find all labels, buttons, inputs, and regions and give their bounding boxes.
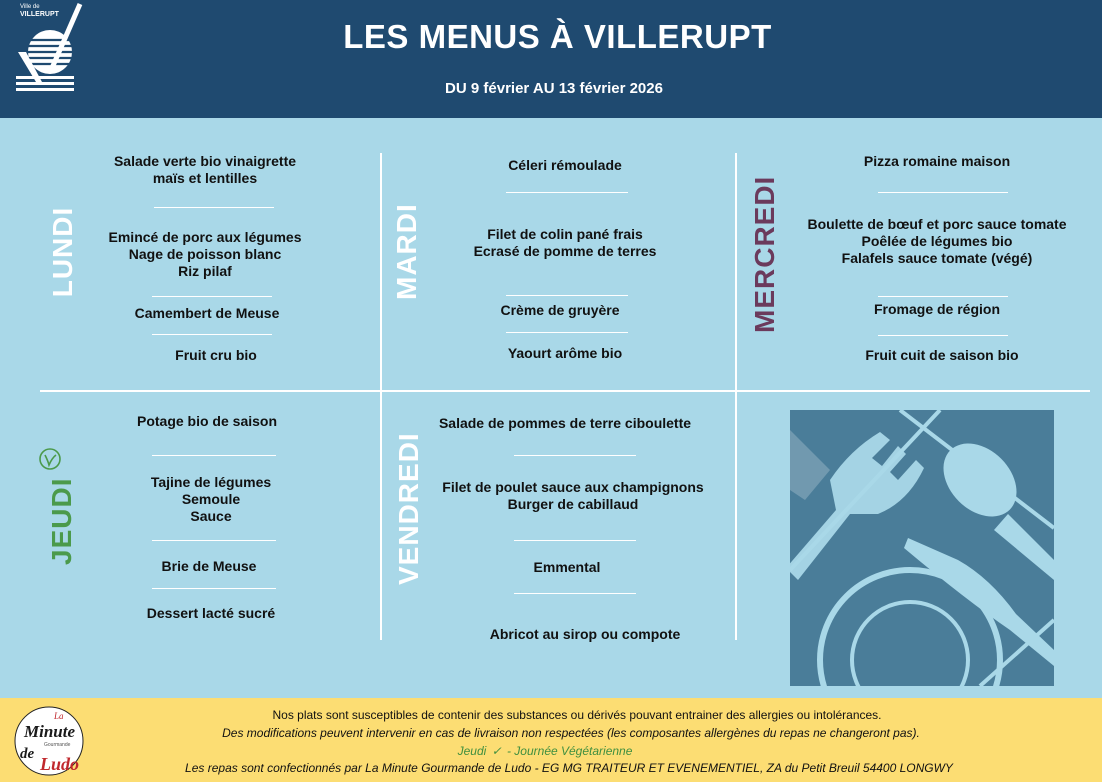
mercredi-main: Boulette de bœuf et porc sauce tomate Poêlée de légumes bio Falafels sauce tomate (végé) bbox=[807, 216, 1067, 266]
separator bbox=[878, 335, 1008, 336]
separator bbox=[152, 296, 272, 297]
mercredi-cheese: Fromage de région bbox=[873, 301, 1001, 317]
grid-divider bbox=[40, 390, 1090, 392]
mercredi-starter: Pizza romaine maison bbox=[863, 153, 1011, 169]
separator bbox=[514, 540, 636, 541]
date-range: DU 9 février AU 13 février 2026 bbox=[445, 80, 663, 97]
separator bbox=[152, 334, 272, 335]
svg-text:Minute: Minute bbox=[24, 722, 76, 741]
separator bbox=[514, 593, 636, 594]
jeudi-main: Tajine de légumes Semoule Sauce bbox=[150, 474, 272, 524]
day-label-mercredi: MERCREDI bbox=[749, 175, 780, 333]
separator bbox=[506, 295, 628, 296]
separator bbox=[152, 588, 276, 589]
vendredi-main: Filet de poulet sauce aux champignons Burger de cabillaud bbox=[442, 479, 704, 512]
separator bbox=[878, 192, 1008, 193]
separator bbox=[506, 192, 628, 193]
svg-text:La: La bbox=[54, 711, 64, 721]
vendredi-dessert: Abricot au sirop ou compote bbox=[489, 626, 681, 642]
separator bbox=[878, 296, 1008, 297]
leaf-icon: ✓ bbox=[491, 744, 502, 758]
svg-text:de: de bbox=[20, 746, 35, 762]
mardi-starter: Céleri rémoulade bbox=[508, 157, 622, 173]
footer bbox=[0, 698, 1102, 782]
mardi-dessert: Yaourt arôme bio bbox=[507, 345, 623, 361]
separator bbox=[152, 540, 276, 541]
caterer-notice: Les repas sont confectionnés par La Minute Gourmande de Ludo - EG MG TRAITEUR ET EVENEMENTIEL, ZA du Petit Breuil 54400 LONGWY bbox=[185, 761, 953, 775]
lundi-cheese: Camembert de Meuse bbox=[134, 305, 280, 321]
jeudi-dessert: Dessert lacté sucré bbox=[146, 605, 276, 621]
svg-text:Ludo: Ludo bbox=[40, 754, 80, 774]
modification-notice: Des modifications peuvent intervenir en cas de livraison non respectées (les composantes allergènes du repas ne changeront pas). bbox=[222, 726, 920, 740]
separator bbox=[152, 455, 276, 456]
day-label-mardi: MARDI bbox=[391, 203, 422, 300]
day-label-lundi: LUNDI bbox=[47, 206, 78, 298]
vegetarian-day-legend: Jeudi ✓ - Journée Végétarienne bbox=[457, 744, 633, 758]
svg-text:Gourmande: Gourmande bbox=[44, 742, 71, 748]
cutlery-plate-icon bbox=[790, 410, 1054, 686]
day-label-jeudi: JEUDI bbox=[46, 477, 77, 565]
grid-divider bbox=[380, 153, 382, 640]
lundi-main: Emincé de porc aux légumes Nage de poisson blanc Riz pilaf bbox=[108, 229, 302, 279]
mardi-cheese: Crème de gruyère bbox=[500, 302, 620, 318]
jeudi-starter: Potage bio de saison bbox=[136, 413, 278, 429]
logo-caption: Ville de VILLERUPT bbox=[20, 4, 59, 18]
leaf-icon bbox=[38, 447, 62, 471]
la-minute-gourmande-de-ludo-logo bbox=[14, 704, 84, 778]
mardi-main: Filet de colin pané frais Ecrasé de pomme de terres bbox=[473, 226, 657, 259]
vendredi-cheese: Emmental bbox=[533, 559, 601, 575]
jeudi-cheese: Brie de Meuse bbox=[161, 558, 257, 574]
separator bbox=[154, 207, 274, 208]
separator bbox=[506, 332, 628, 333]
allergy-notice: Nos plats sont susceptibles de contenir des substances ou dérivés pouvant entrainer des allergies ou intolérances. bbox=[272, 708, 882, 722]
lundi-dessert: Fruit cru bio bbox=[175, 347, 257, 363]
grid-divider bbox=[735, 153, 737, 640]
header bbox=[0, 0, 1102, 118]
mercredi-dessert: Fruit cuit de saison bio bbox=[865, 347, 1019, 363]
day-label-vendredi: VENDREDI bbox=[393, 432, 424, 585]
lundi-starter: Salade verte bio vinaigrette maïs et lentilles bbox=[113, 153, 297, 186]
page-title: LES MENUS À VILLERUPT bbox=[343, 18, 772, 55]
vendredi-starter: Salade de pommes de terre ciboulette bbox=[438, 415, 692, 431]
separator bbox=[514, 455, 636, 456]
